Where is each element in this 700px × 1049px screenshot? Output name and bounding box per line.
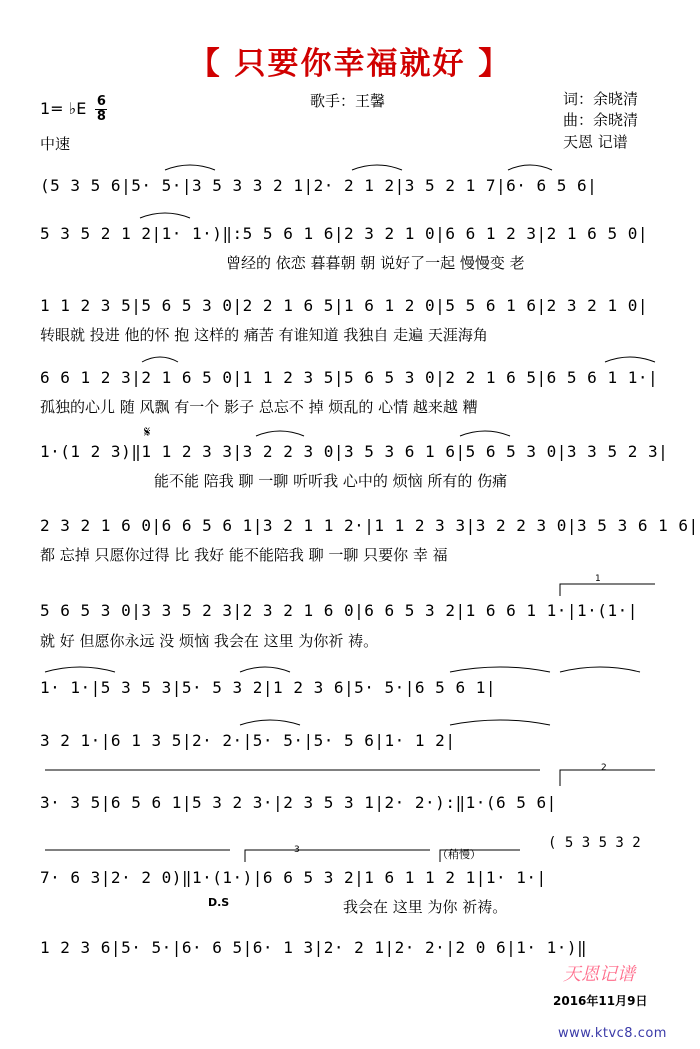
transcriber-signature: 天恩记谱 — [563, 964, 635, 985]
notation-line-9: 3 2 1·|6 1 3 5|2· 2·|5· 5·|5· 5 6|1· 1 2| — [40, 731, 456, 750]
lyricist-label: 词：余晓清 — [563, 90, 639, 108]
notation-line-7: 5 6 5 3 0|3 3 5 2 3|2 3 2 1 6 0|6 6 5 3 2|1 6 6 1 1·|1·(1·| — [40, 601, 638, 620]
small-grace-notes: ( 5 3 5 3 2 — [548, 835, 641, 851]
composer-label: 曲：余晓清 — [563, 111, 639, 129]
lyric-line-4: 能不能 陪我 聊 一聊 听听我 心中的 烦恼 所有的 伤痛 — [154, 472, 508, 490]
notation-line-3: 1 1 2 3 5|5 6 5 3 0|2 2 1 6 5|1 6 1 2 0|5 5 6 1 6|2 3 2 1 0| — [40, 296, 648, 315]
notation-line-1: (5 3 5 6|5· 5·|3 5 3 3 2 1|2· 2 1 2|3 5 2 1 7|6· 6 5 6| — [40, 176, 598, 195]
tempo-label: 中速 — [40, 135, 71, 153]
lyric-line-7: 我会在 这里 为你 祈祷。 — [343, 898, 508, 916]
transcriber-label: 天恩 记谱 — [563, 133, 628, 151]
segno-sign: 𝄋 — [144, 423, 151, 441]
notation-line-12: 1 2 3 6|5· 5·|6· 6 5|6· 1 3|2· 2 1|2· 2·|2 0 6|1· 1·)‖ — [40, 938, 588, 957]
source-url: www.ktvc8.com — [558, 1026, 667, 1041]
singer-label: 歌手：王馨 — [310, 92, 386, 110]
notation-line-5: 1·(1 2 3)‖1 1 2 3 3|3 2 2 3 0|3 5 3 6 1 6|5 6 5 3 0|3 3 5 2 3| — [40, 442, 669, 461]
lyric-line-6: 就 好 但愿你永远 没 烦恼 我会在 这里 为你祈 祷。 — [40, 632, 379, 650]
notation-line-10: 3· 3 5|6 5 6 1|5 3 2 3·|2 3 5 3 1|2· 2·):‖1·(6 5 6| — [40, 793, 557, 812]
lyric-line-5: 都 忘掉 只愿你过得 比 我好 能不能陪我 聊 一聊 只要你 幸 福 — [40, 546, 448, 564]
time-bottom: 8 — [96, 109, 106, 124]
notation-line-4: 6 6 1 2 3|2 1 6 5 0|1 1 2 3 5|5 6 5 3 0|2 2 1 6 5|6 5 6 1 1·| — [40, 368, 659, 387]
notation-line-11: 7· 6 3|2· 2 0)‖1·(1·)|6 6 5 3 2|1 6 1 1 2 1|1· 1·| — [40, 868, 547, 887]
notation-line-2: 5 3 5 2 1 2|1· 1·)‖:5 5 6 1 6|2 3 2 1 0|6 6 1 2 3|2 1 6 5 0| — [40, 224, 648, 243]
notation-line-8: 1· 1·|5 3 5 3|5· 5 3 2|1 2 3 6|5· 5·|6 5 6 1| — [40, 678, 496, 697]
volta-3-number: 3 — [294, 845, 300, 855]
volta-1-number: 1 — [595, 574, 601, 584]
lyric-line-2: 转眼就 投进 他的怀 抱 这样的 痛苦 有谁知道 我独自 走遍 天涯海角 — [40, 326, 488, 344]
ds-mark: D.S — [208, 896, 230, 909]
lyric-line-3: 孤独的心儿 随 风飘 有一个 影子 总忘不 掉 烦乱的 心情 越来越 糟 — [40, 398, 478, 416]
transcription-date: 2016年11月9日 — [553, 994, 648, 1008]
notation-line-6: 2 3 2 1 6 0|6 6 5 6 1|3 2 1 1 2·|1 1 2 3 3|3 2 2 3 0|3 5 3 6 1 6| — [40, 516, 699, 535]
volta-2-number: 2 — [601, 763, 607, 773]
lyric-line-1: 曾经的 依恋 暮暮朝 朝 说好了一起 慢慢变 老 — [226, 254, 525, 272]
time-top: 6 — [96, 94, 106, 109]
tempo-slower-mark: （稍慢） — [437, 848, 481, 861]
song-title: 【 只要你幸福就好 】 — [188, 46, 512, 82]
key-label: 1= ♭E — [40, 99, 87, 118]
